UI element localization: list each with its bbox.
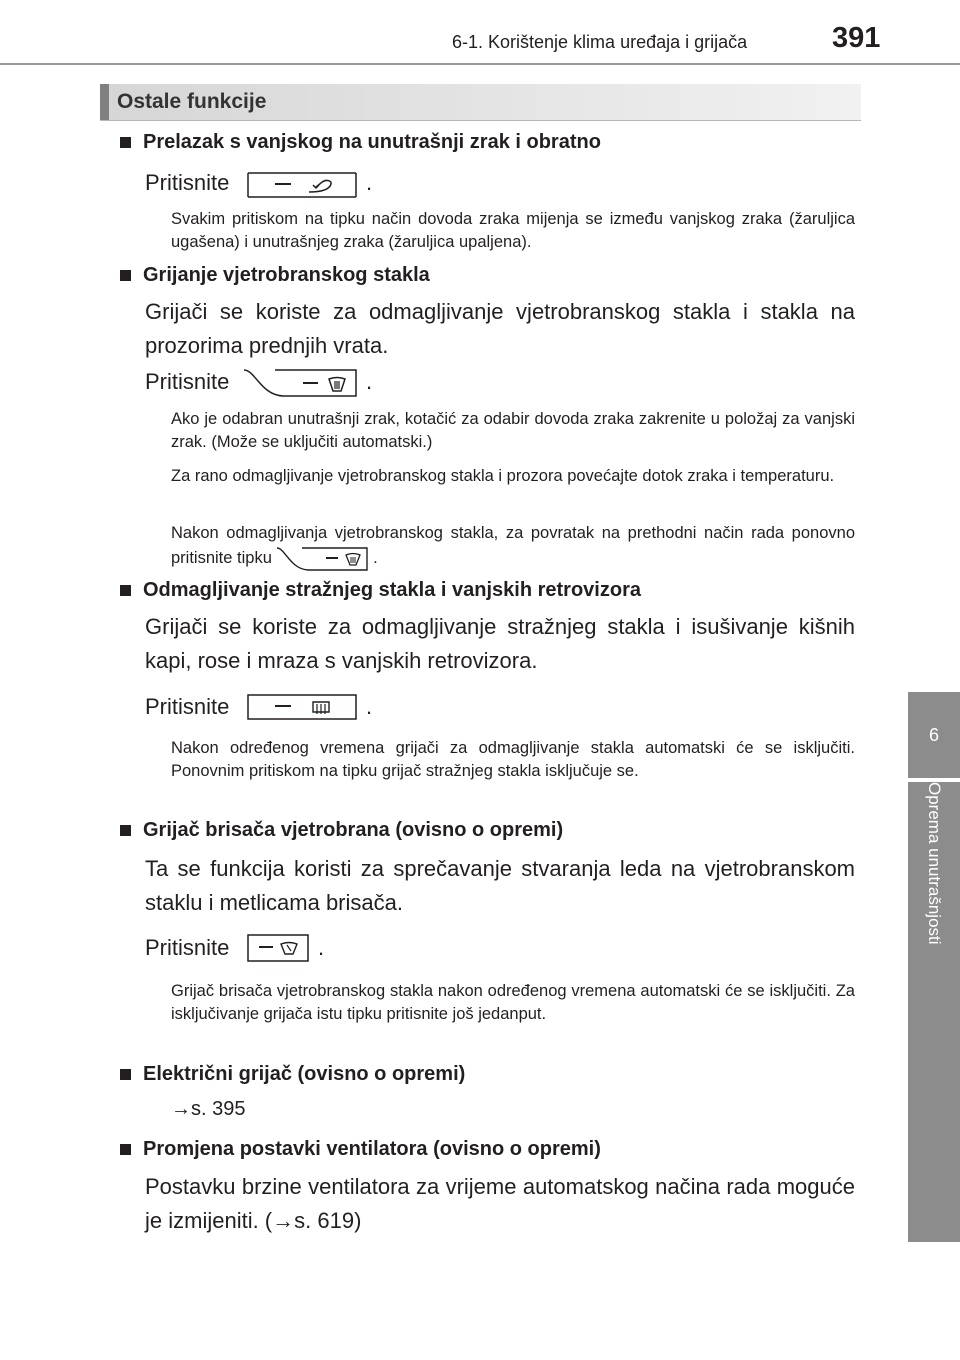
running-header: 6-1. Korištenje klima uređaja i grijača: [452, 32, 748, 52]
heading-electric-heater: Električni grijač (ovisno o opremi): [122, 1063, 465, 1086]
heading-air-recirculation: Prelazak s vanjskog na unutrašnji zrak i obratno: [122, 131, 601, 154]
press-instruction: Pritisnite: [145, 694, 230, 719]
front-defroster-icon: [243, 367, 357, 399]
front-defroster-button: [243, 367, 357, 399]
note: Za rano odmagljivanje vjetrobranskog stakla i prozora povećajte dotok zraka i temperaturu.: [171, 467, 835, 485]
section-heading: Ostale funkcije: [100, 84, 861, 121]
header-rule: [0, 63, 960, 65]
body-text: Grijači se koriste za odmagljivanje vjetrobranskog stakla i stakla na prozorima prednjih vrata.: [145, 299, 855, 358]
wiper-deicer-icon: [247, 932, 309, 964]
body-text: Postavku brzine ventilatora za vrijeme automatskog načina rada moguće je izmijeniti. (→s. 619): [145, 1174, 855, 1233]
period: .: [366, 369, 373, 394]
period: .: [366, 170, 373, 195]
front-defroster-button-inline: [276, 545, 368, 572]
heading-fan-settings: Promjena postavki ventilatora (ovisno o opremi): [122, 1138, 601, 1161]
recirculation-icon: [247, 170, 357, 200]
period: .: [366, 694, 373, 719]
note: Svakim pritiskom na tipku način dovoda zraka mijenja se između vanjskog zraka (žaruljica ugašena) i unutrašnjeg zraka (žaruljica upaljena).: [171, 210, 855, 251]
note: Grijač brisača vjetrobranskog stakla nakon određenog vremena automatski će se isključiti. Za isključivanje grijača istu tipku pritisnite još jedanput.: [171, 982, 855, 1023]
body-text: Grijači se koriste za odmagljivanje stražnjeg stakla i isušivanje kišnih kapi, rose i mraza s vanjskih retrovizora.: [145, 614, 855, 673]
note: Nakon određenog vremena grijači za odmagljivanje stakla automatski će se isključiti. Ponovnim pritiskom na tipku grijač stražnjeg stakla isključuje se.: [171, 739, 855, 780]
note: Ako je odabran unutrašnji zrak, kotačić za odabir dovoda zraka zakrenite u položaj za vanjski zrak. (Može se uključiti automatski.): [171, 410, 855, 451]
recirculation-button: [247, 170, 357, 200]
rear-defogger-icon: [247, 692, 357, 722]
wiper-deicer-button: [247, 932, 309, 964]
press-instruction: Pritisnite: [145, 170, 230, 195]
heading-rear-defogger: Odmagljivanje stražnjeg stakla i vanjskih retrovizora: [122, 579, 641, 602]
page-reference[interactable]: →s. 395: [171, 1098, 246, 1120]
chapter-title: Oprema unutrašnjosti: [925, 782, 944, 945]
rear-defogger-button: [247, 692, 357, 722]
body-text: Ta se funkcija koristi za sprečavanje stvaranja leda na vjetrobranskom staklu i metlicama brisača.: [145, 856, 855, 915]
heading-wiper-deicer: Grijač brisača vjetrobrana (ovisno o opremi): [122, 819, 563, 842]
heading-windshield-defogger: Grijanje vjetrobranskog stakla: [122, 264, 430, 287]
press-instruction: Pritisnite: [145, 935, 230, 960]
page-number: 391: [832, 22, 881, 54]
chapter-number-tab: 6: [908, 692, 960, 778]
period: .: [318, 935, 325, 960]
press-instruction: Pritisnite: [145, 369, 230, 394]
chapter-title-tab: [908, 782, 960, 1242]
note: Nakon odmagljivanja vjetrobranskog stakla, za povratak na prethodni način rada ponovno pritisnite tipku .: [171, 522, 855, 572]
front-defroster-icon: [276, 545, 368, 572]
